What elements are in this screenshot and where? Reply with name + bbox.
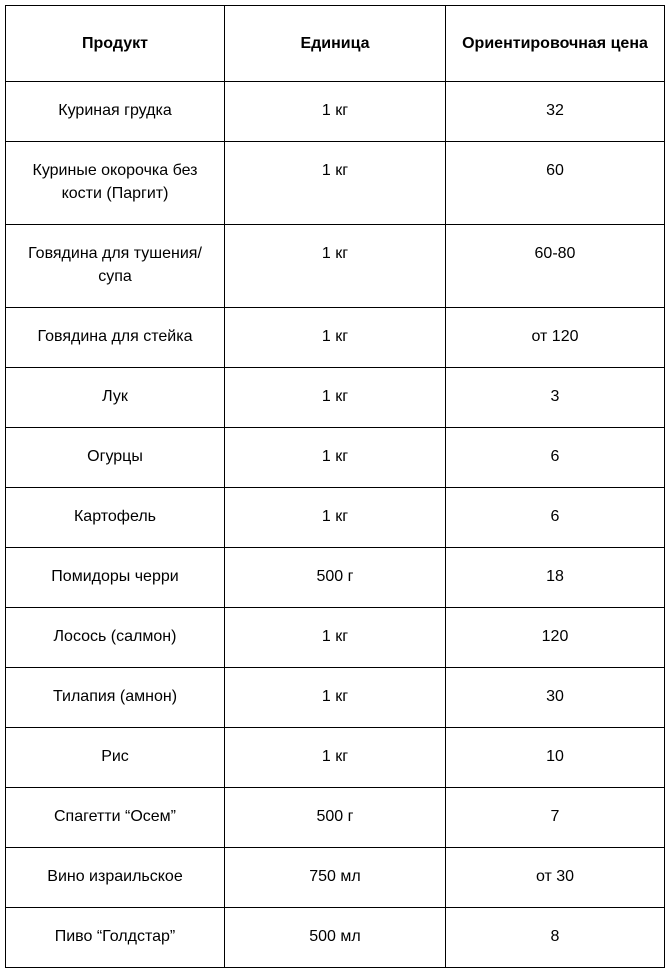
cell-unit: 1 кг [225,608,446,668]
table-row [6,142,665,225]
cell-unit: 500 г [225,788,446,848]
cell-unit: 1 кг [225,82,446,142]
table-row [6,788,665,848]
cell-price: от 120 [446,308,665,368]
cell-product: Картофель [6,488,225,548]
table-row [6,548,665,608]
table-header-row [6,6,665,82]
cell-product: Лук [6,368,225,428]
cell-unit: 1 кг [225,668,446,728]
cell-price: 32 [446,82,665,142]
table-row [6,488,665,548]
cell-unit: 1 кг [225,142,446,225]
table-row [6,82,665,142]
table-row [6,908,665,968]
cell-price: 6 [446,488,665,548]
cell-price: 7 [446,788,665,848]
cell-price: 8 [446,908,665,968]
cell-product: Помидоры черри [6,548,225,608]
table-row [6,848,665,908]
table-row [6,728,665,788]
cell-product: Рис [6,728,225,788]
cell-unit: 1 кг [225,728,446,788]
table-row [6,668,665,728]
cell-price: 120 [446,608,665,668]
cell-price: 60-80 [446,225,665,308]
cell-product: Куриная грудка [6,82,225,142]
cell-unit: 1 кг [225,428,446,488]
cell-product: Говядина для стейка [6,308,225,368]
cell-unit: 750 мл [225,848,446,908]
cell-product: Тилапия (амнон) [6,668,225,728]
cell-unit: 1 кг [225,308,446,368]
cell-price: 30 [446,668,665,728]
price-table [5,5,665,968]
cell-unit: 500 г [225,548,446,608]
header-unit: Единица [225,6,446,82]
header-price: Ориентировочная цена [446,6,665,82]
table-row [6,608,665,668]
cell-price: 6 [446,428,665,488]
cell-unit: 1 кг [225,368,446,428]
cell-price: 60 [446,142,665,225]
table-row [6,368,665,428]
table-row [6,428,665,488]
cell-unit: 1 кг [225,488,446,548]
table-row [6,225,665,308]
cell-unit: 1 кг [225,225,446,308]
cell-unit: 500 мл [225,908,446,968]
cell-price: 18 [446,548,665,608]
cell-price: от 30 [446,848,665,908]
cell-product: Куриные окорочка без кости (Паргит) [6,142,225,225]
cell-product: Говядина для тушения/супа [6,225,225,308]
cell-product: Вино израильское [6,848,225,908]
cell-price: 10 [446,728,665,788]
cell-product: Спагетти “Осем” [6,788,225,848]
cell-product: Лосось (салмон) [6,608,225,668]
table-row [6,308,665,368]
cell-price: 3 [446,368,665,428]
cell-product: Пиво “Голдстар” [6,908,225,968]
cell-product: Огурцы [6,428,225,488]
header-product: Продукт [6,6,225,82]
